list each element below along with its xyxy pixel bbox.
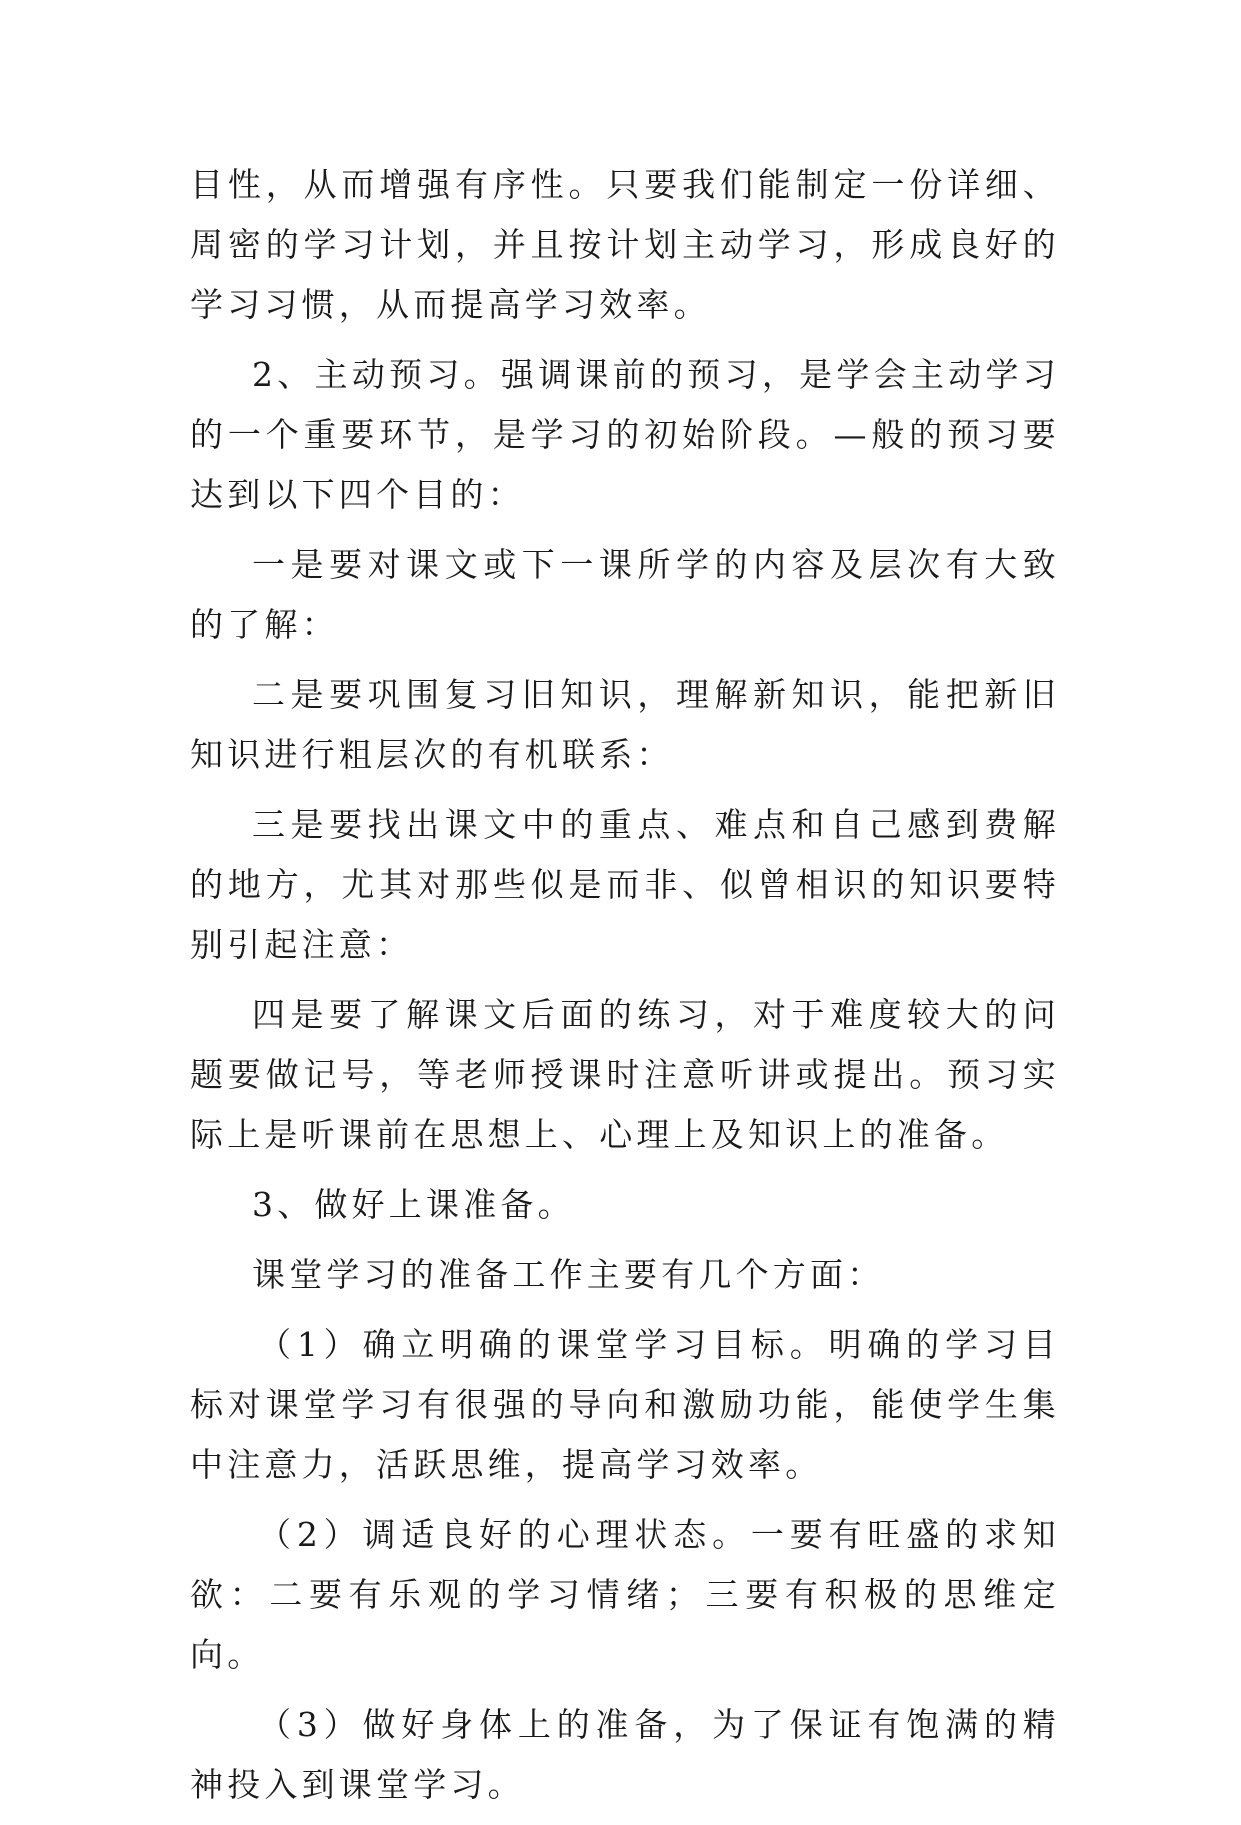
paragraph-item-two: （2）调适良好的心理状态。一要有旺盛的求知欲：二要有乐观的学习情绪；三要有积极的思维定向。: [190, 1515, 1060, 1674]
paragraph-item-three: （3）做好身体上的准备，为了保证有饱满的精神投入到课堂学习。: [190, 1705, 1060, 1804]
paragraph-goal-two: 二是要巩围复习旧知识，理解新知识，能把新旧知识进行粗层次的有机联系：: [190, 675, 1060, 774]
paragraph-goal-three: 三是要找出课文中的重点、难点和自己感到费解的地方，尤其对那些似是而非、似曾相识的知识要特别引起注意：: [190, 805, 1060, 964]
paragraph-item-one: （1）确立明确的课堂学习目标。明确的学习目标对课堂学习有很强的导向和激励功能，能使学生集中注意力，活跃思维，提高学习效率。: [190, 1325, 1060, 1484]
paragraph-continuation: 目性，从而增强有序性。只要我们能制定一份详细、周密的学习计划，并且按计划主动学习，形成良好的学习习惯，从而提高学习效率。: [190, 165, 1060, 324]
paragraph-class-preparation-intro: 课堂学习的准备工作主要有几个方面：: [252, 1255, 885, 1294]
document-body: [190, 155, 1060, 1825]
paragraph-goal-four: 四是要了解课文后面的练习，对于难度较大的问题要做记号，等老师授课时注意听讲或提出。预习实际上是听课前在思想上、心理上及知识上的准备。: [190, 995, 1060, 1154]
paragraph-goal-one: 一是要对课文或下一课所学的内容及层次有大致的了解：: [190, 545, 1060, 644]
paragraph-active-preview: 2、主动预习。强调课前的预习，是学会主动学习的一个重要环节，是学习的初始阶段。—般的预习要达到以下四个目的：: [190, 355, 1060, 514]
paragraph-class-preparation-heading: 3、做好上课准备。: [252, 1185, 575, 1224]
